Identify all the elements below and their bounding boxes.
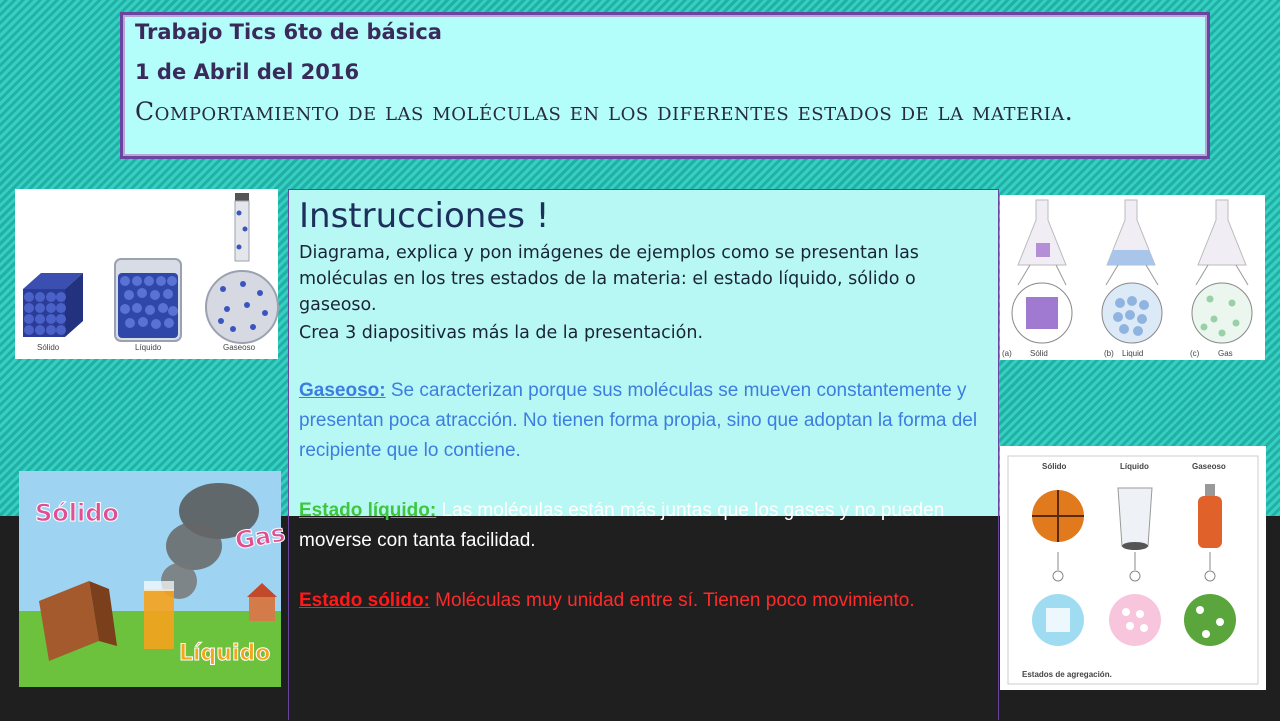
flasks-molecules-diagram [1000, 195, 1265, 360]
instructions-text: Diagrama, explica y pon imágenes de ejemplos como se presentan las moléculas en los tres estados de la materia: el estado líquido, sólido o gaseoso. [299, 243, 919, 315]
instructions-panel [288, 189, 999, 720]
label-gas: Gas [232, 518, 288, 556]
aggregation-graphic [1000, 446, 1266, 690]
states-molecules-illustration [15, 189, 278, 359]
flask-liquid-icon [1102, 200, 1162, 343]
label-liquido: Líquido [179, 641, 271, 666]
solid-cube-icon [23, 273, 83, 337]
instructions-text-2: Crea 3 diapositivas más la de la presentación. [299, 323, 704, 343]
solido-text: Moléculas muy unidad entre sí. Tienen poco movimiento. [429, 590, 915, 611]
footer-estados: Estados de agregación. [1022, 670, 1112, 679]
header-box [120, 12, 1210, 159]
caption-c: (c) [1190, 349, 1200, 358]
solido-label: Estado sólido: [299, 590, 430, 611]
gaseoso-label: Gaseoso: [299, 380, 386, 401]
gas-molecules-icon [1184, 594, 1236, 646]
header-gaseoso: Gaseoso [1192, 462, 1226, 471]
flasks-graphic [1000, 195, 1265, 360]
flask-gas-icon [1192, 200, 1252, 343]
caption-a: (a) [1002, 349, 1012, 358]
caption-liquido: Líquido [135, 343, 162, 352]
section-gaseoso [299, 376, 986, 466]
caption-solido: Sólido [37, 343, 60, 352]
liquido-text: Las moléculas están más juntas que los gases y no pueden moverse con tanta facilidad. [299, 500, 945, 551]
liquid-beaker-icon [115, 259, 181, 341]
date-text: 1 de Abril del 2016 [135, 60, 360, 84]
section-liquido [299, 496, 986, 556]
gas-flask-icon [206, 193, 278, 343]
states-molecules-graphic [15, 189, 278, 359]
cartoon-states-scene [19, 471, 288, 687]
gaseoso-text: Se caracterizan porque sus moléculas se mueven constantemente y presentan poca atracción. No tienen forma propia, sino que adoptan la forma del recipiente que lo contiene. [299, 380, 978, 461]
basketball-icon [1032, 490, 1084, 542]
caption-gaseoso: Gaseoso [223, 343, 256, 352]
caption-liquid: Liquid [1122, 349, 1144, 358]
topic-title: Comportamiento de las moléculas en los diferentes estados de la materia. [135, 97, 1074, 126]
states-aggregation-illustration [1000, 446, 1266, 690]
caption-b: (b) [1104, 349, 1114, 358]
caption-gas: Gas [1218, 349, 1233, 358]
section-solido [299, 586, 986, 616]
panel-content [299, 194, 986, 616]
caption-solid: Sólid [1030, 349, 1048, 358]
liquido-label: Estado líquido: [299, 500, 437, 521]
flask-solid-icon [1012, 200, 1072, 343]
glass-icon [1118, 488, 1152, 550]
instructions-title: Instrucciones ! [299, 196, 550, 236]
header-liquido: Líquido [1120, 462, 1149, 471]
course-title: Trabajo Tics 6to de básica [135, 20, 442, 44]
label-solido: Sólido [35, 499, 119, 527]
header-solido: Sólido [1042, 462, 1067, 471]
liquid-molecules-icon [1109, 594, 1161, 646]
